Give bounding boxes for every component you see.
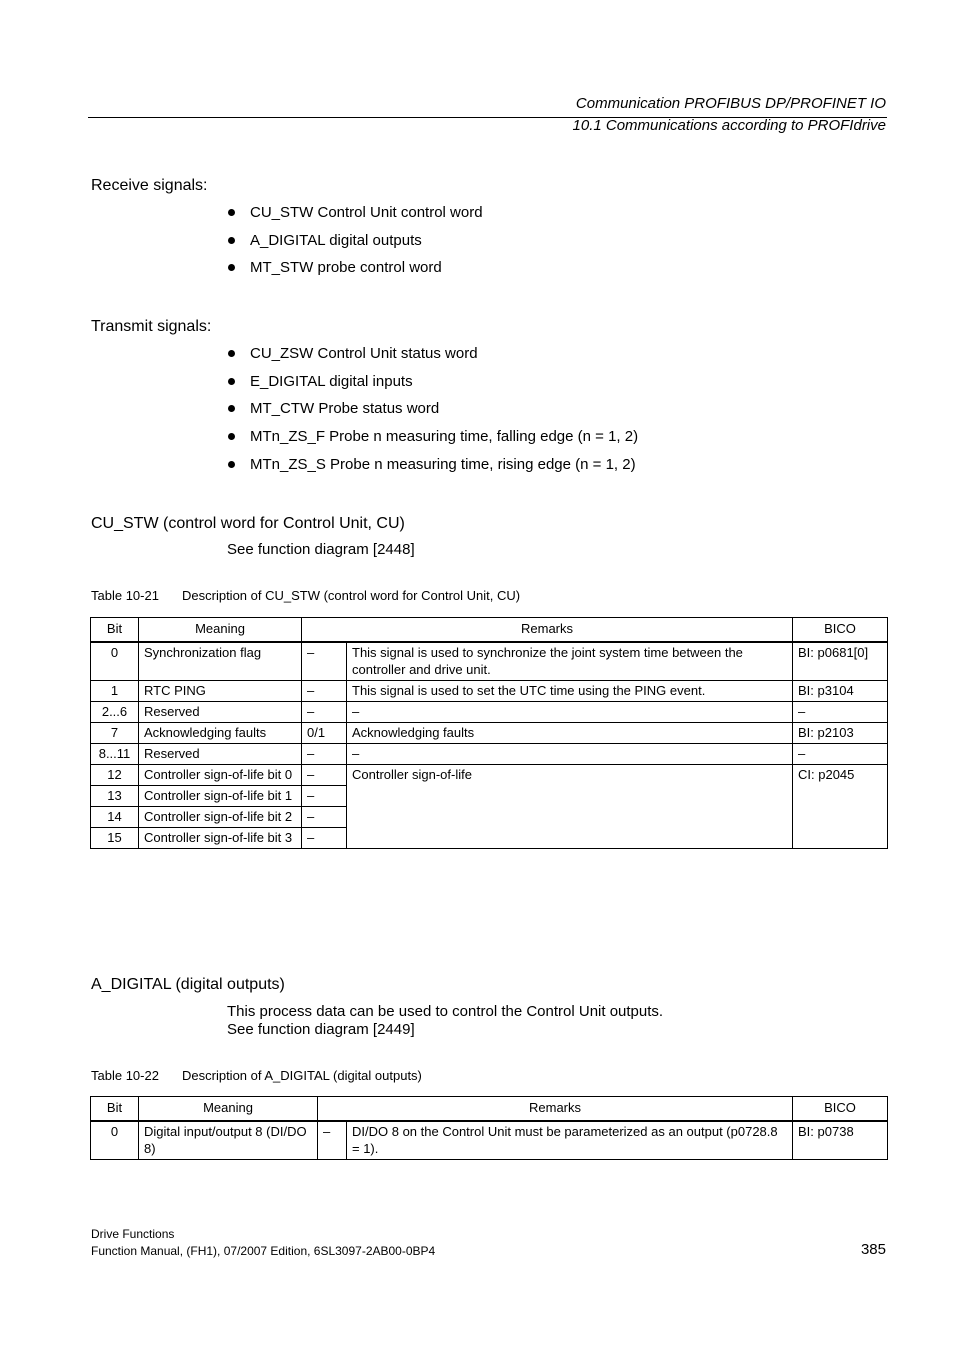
bullet-icon: [228, 405, 235, 412]
adigital-heading: A_DIGITAL (digital outputs): [91, 976, 285, 993]
list-item: MT_STW probe control word: [227, 259, 483, 287]
table-row: 15 Controller sign-of-life bit 3 –: [91, 828, 888, 849]
table-header-row: [91, 1097, 888, 1122]
list-item: CU_STW Control Unit control word: [227, 204, 483, 232]
table-10-22-caption: Table 10-22 Description of A_DIGITAL (digital outputs): [91, 1068, 422, 1083]
col-header-bit: Bit: [91, 618, 139, 643]
table-10-21-caption: Table 10-21 Description of CU_STW (control word for Control Unit, CU): [91, 588, 521, 603]
bullet-icon: [228, 433, 235, 440]
list-item: MTn_ZS_F Probe n measuring time, falling edge (n = 1, 2): [227, 428, 638, 456]
table-row: 12 Controller sign-of-life bit 0 – Controller sign-of-life CI: p2045: [91, 765, 888, 786]
transmit-signals-list: [227, 345, 638, 483]
custw-table: [90, 617, 888, 849]
custw-see-function-diagram: See function diagram [2448]: [227, 541, 415, 558]
custw-heading: CU_STW (control word for Control Unit, CU): [91, 515, 405, 532]
col-header-meaning: Meaning: [139, 618, 302, 643]
bullet-icon: [228, 209, 235, 216]
bullet-icon: [228, 461, 235, 468]
adigital-table: [90, 1096, 888, 1160]
adigital-description: This process data can be used to control the Control Unit outputs.: [227, 1003, 664, 1020]
receive-signals-heading: Receive signals:: [91, 177, 208, 194]
footer-manual-info: Function Manual, (FH1), 07/2007 Edition, 6SL3097-2AB00-0BP4: [91, 1244, 436, 1258]
table-row: 0 Synchronization flag – This signal is used to synchronize the joint system time between the controller and drive unit. BI: p0681[0]: [91, 642, 888, 681]
list-item: A_DIGITAL digital outputs: [227, 232, 483, 260]
col-header-bico: BICO: [793, 618, 888, 643]
table-row: 8...11 Reserved – – –: [91, 744, 888, 765]
list-item: CU_ZSW Control Unit status word: [227, 345, 638, 373]
table-row: 1 RTC PING – This signal is used to set the UTC time using the PING event. BI: p3104: [91, 681, 888, 702]
table-row: 2...6 Reserved – – –: [91, 702, 888, 723]
receive-signals-list: [227, 204, 483, 287]
bullet-icon: [228, 264, 235, 271]
list-item: E_DIGITAL digital inputs: [227, 373, 638, 401]
running-header-section: 10.1 Communications according to PROFIdrive: [572, 117, 886, 134]
list-item: MT_CTW Probe status word: [227, 400, 638, 428]
bullet-icon: [228, 378, 235, 385]
col-header-bico: BICO: [793, 1097, 888, 1122]
footer-title: Drive Functions: [91, 1227, 175, 1241]
table-row: 0 Digital input/output 8 (DI/DO 8) – DI/DO 8 on the Control Unit must be parameterized as an output (p0728.8 = 1). BI: p0738: [91, 1121, 888, 1160]
adigital-see-function-diagram: See function diagram [2449]: [227, 1021, 415, 1038]
table-row: 13 Controller sign-of-life bit 1 –: [91, 786, 888, 807]
page-number: 385: [860, 1241, 886, 1258]
col-header-remarks: Remarks: [318, 1097, 793, 1122]
table-row: 14 Controller sign-of-life bit 2 –: [91, 807, 888, 828]
bullet-icon: [228, 350, 235, 357]
transmit-signals-heading: Transmit signals:: [91, 318, 212, 335]
running-header-chapter: Communication PROFIBUS DP/PROFINET IO: [575, 95, 886, 112]
table-header-row: [91, 618, 888, 643]
col-header-bit: Bit: [91, 1097, 139, 1122]
col-header-meaning: Meaning: [139, 1097, 318, 1122]
table-row: 7 Acknowledging faults 0/1 Acknowledging faults BI: p2103: [91, 723, 888, 744]
bullet-icon: [228, 237, 235, 244]
col-header-remarks: Remarks: [302, 618, 793, 643]
list-item: MTn_ZS_S Probe n measuring time, rising edge (n = 1, 2): [227, 456, 638, 484]
